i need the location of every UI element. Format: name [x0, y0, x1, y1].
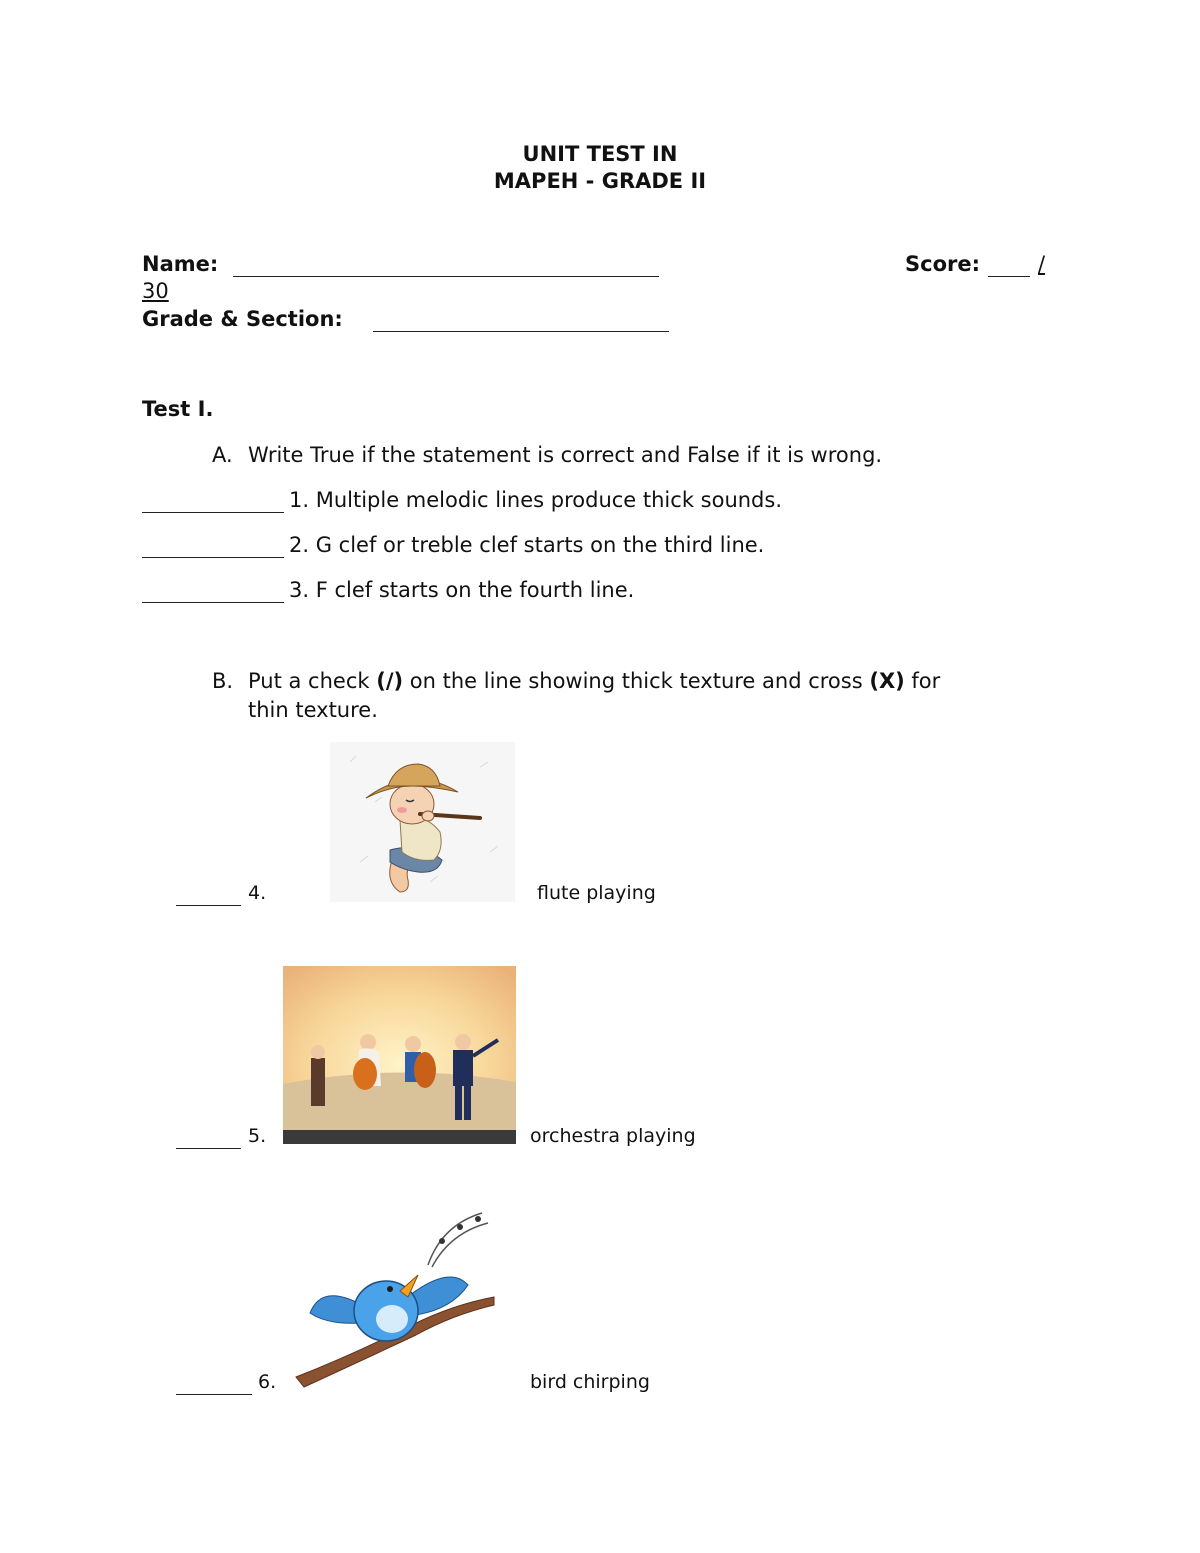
item-5-caption: orchestra playing [530, 1125, 696, 1147]
title-line-1: UNIT TEST IN [522, 142, 678, 166]
name-line[interactable] [233, 258, 659, 277]
part-b-instruction-mid: on the line showing thick texture and cross [403, 669, 870, 693]
answer-line-6[interactable] [176, 1376, 252, 1395]
test-heading: Test I. [142, 397, 214, 421]
item-3-text: 3. F clef starts on the fourth line. [289, 578, 635, 602]
score-slash: / [1038, 252, 1046, 276]
part-b-marker: B. [212, 669, 234, 693]
name-label: Name: [142, 252, 219, 276]
part-b-instruction [248, 669, 940, 693]
check-symbol: (/) [376, 669, 404, 693]
cross-symbol: (X) [869, 669, 905, 693]
part-b-instruction-post: for [904, 669, 941, 693]
score-line[interactable] [988, 258, 1030, 277]
item-4-caption: flute playing [537, 882, 656, 904]
answer-line-1[interactable] [142, 494, 284, 513]
part-a-marker: A. [212, 443, 233, 467]
answer-line-3[interactable] [142, 584, 284, 603]
answer-line-2[interactable] [142, 539, 284, 558]
answer-line-4[interactable] [176, 887, 241, 906]
item-6-caption: bird chirping [530, 1371, 650, 1393]
grade-section-line[interactable] [373, 313, 669, 332]
grade-section-label: Grade & Section: [142, 307, 343, 331]
score-total: 30 [142, 279, 169, 303]
part-b-instruction-pre: Put a check [248, 669, 377, 693]
item-1-text: 1. Multiple melodic lines produce thick sounds. [289, 488, 783, 512]
boy-flute-image [330, 742, 515, 902]
part-a-instruction: Write True if the statement is correct and False if it is wrong. [248, 443, 883, 467]
item-5-number: 5. [248, 1125, 267, 1147]
item-4-number: 4. [248, 882, 267, 904]
answer-line-5[interactable] [176, 1130, 241, 1149]
item-2-text: 2. G clef or treble clef starts on the third line. [289, 533, 765, 557]
item-6-number: 6. [258, 1371, 277, 1393]
orchestra-image [283, 966, 516, 1144]
part-b-instruction-line2: thin texture. [248, 698, 378, 722]
bird-image [292, 1205, 497, 1390]
score-label: Score: [905, 252, 980, 276]
title-line-2: MAPEH - GRADE II [493, 169, 707, 193]
